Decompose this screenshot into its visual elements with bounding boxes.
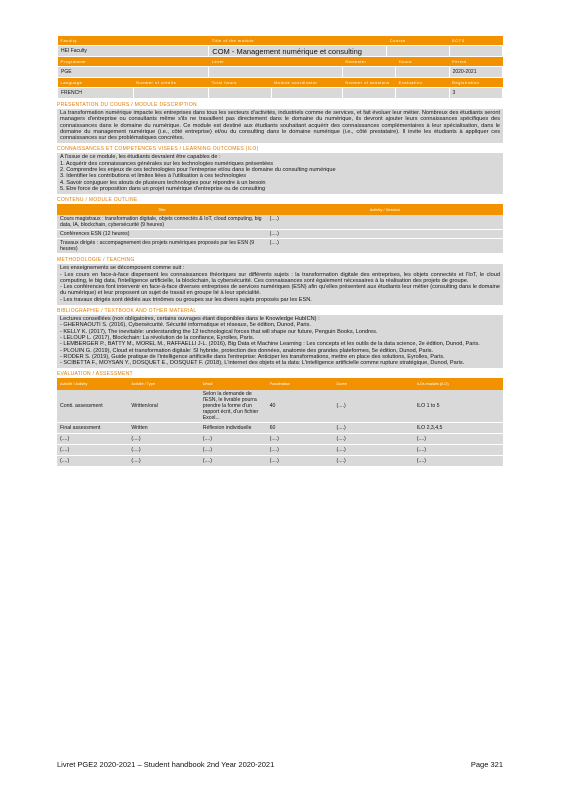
eval-cell: (....) <box>267 445 334 456</box>
methodology-line: - Les conférences font intervenir en face-à-face diverses entreprises de services numériques (ESN) afin qu'elles présentent aux étudiants leur métier (consulting dans le domaine du numérique) et leur proposent un sujet de travail en groupe lié à leur spécialité. <box>60 284 500 297</box>
eval-cell: (....) <box>200 445 267 456</box>
header-value: 3 <box>449 88 502 99</box>
eval-cell: (....) <box>334 390 414 423</box>
outline-cell: Cours magistraux : transformation digitale, objets connectés & IoT, cloud computing, big data, IA, blockchain, cybersécurité (9 heures) <box>57 215 267 230</box>
header-label: Title of the module <box>209 36 387 46</box>
outcome-item: 3. Identifier les contributions et limites liées à l'utilisation à ces technologies <box>60 173 247 180</box>
header-value <box>342 88 395 99</box>
bibliography-line: - LELOUP L. (2017), Blockchain: La révolution de la confiance, Eyrolles, Paris. <box>60 334 255 341</box>
header-value <box>387 46 449 57</box>
eval-cell: Written <box>128 423 199 434</box>
eval-cell: (....) <box>128 445 199 456</box>
header-label: Total hours <box>209 78 271 88</box>
eval-cell: (....) <box>57 434 128 445</box>
header-label: ECTS <box>449 36 502 46</box>
header-label: Hours <box>396 57 449 67</box>
header-label: Module coordinator <box>271 78 342 88</box>
eval-cell: (....) <box>334 434 414 445</box>
outline-cell: (....) <box>267 230 503 239</box>
outcome-item: 1. Acquérir des connaissances générales sur les technologies numériques présentées <box>60 160 273 167</box>
bibliography-line: Lectures conseillées (non obligatoires, certains ouvrages étant disponibles dans le Knowledge HubICN) : <box>60 316 320 323</box>
header-table-2 <box>57 57 503 78</box>
outline-head: Title <box>57 204 267 215</box>
footer-page-number: Page 321 <box>470 760 503 769</box>
header-table-3 <box>57 78 503 99</box>
eval-cell: ILO 2,3,4,5 <box>414 423 503 434</box>
eval-cell: (....) <box>414 434 503 445</box>
eval-cell: (....) <box>128 434 199 445</box>
header-label: Level <box>209 57 343 67</box>
outline-cell: (....) <box>267 239 503 254</box>
header-value <box>209 67 343 78</box>
bibliography-title: BIBLIOGRAPHIE / TEXTBOOK AND OTHER MATERIAL <box>57 308 197 315</box>
eval-cell: Réflexion individuelle <box>200 423 267 434</box>
eval-cell: (....) <box>334 456 414 467</box>
header-label: Language <box>58 78 134 88</box>
methodology-box <box>57 264 503 305</box>
page-footer <box>57 760 503 769</box>
methodology-title: METHODOLOGIE / TEACHING <box>57 257 135 264</box>
header-label: Registration <box>449 78 502 88</box>
header-label: Programme <box>58 57 209 67</box>
eval-cell: (....) <box>57 456 128 467</box>
evaluation-title: EVALUATION / ASSESSMENT <box>57 371 133 378</box>
presentation-paragraph: La transformation numérique impacte les entreprises dans tous les secteurs d'activités, industriels comme de services, et fait évoluer leur métier. Nombreux des étudiants seront managers d'entreprise ou consultants même s'ils ne travaillent pas directement dans le domaine du numérique, ils devront ajouter leurs connaissances spécifiques des connaissances dans le domaine du numérique. Ce module est destiné aux étudiants souhaitant acquérir des connaissances complémentaires à leur spécialisation, dans le domaine du management numérique (i.e., côté entreprise) et/ou du consulting dans le domaine numérique (i.e., côté prestataire). Il invite les étudiants à appliquer ces connaissances sur des problématiques concrètes. <box>60 110 500 142</box>
eval-cell: (....) <box>57 445 128 456</box>
header-value: 2020-2021 <box>449 67 502 78</box>
presentation-title: PRESENTATION DU COURS / MODULE DESCRIPTION <box>57 102 197 108</box>
outcome-item: 2. Comprendre les enjeux de ces technologies pour l'entreprise et/ou dans le domaine du consulting numérique <box>60 167 336 174</box>
outline-cell: (....) <box>267 215 503 230</box>
evaluation-table <box>57 378 503 467</box>
bibliography-line: - PLOUIN G. (2019), Cloud et transformation digitale: SI hybride, protection des données, anatomie des grandes plateformes, 5e édition, Dunod, Paris. <box>60 347 434 354</box>
header-value <box>342 67 395 78</box>
eval-cell: Written/oral <box>128 390 199 423</box>
eval-head: ILOs évalués (ILO) <box>414 378 503 390</box>
bibliography-line: - SCIBETTA F., MOYSAN Y., DOSQUET E., DOSQUET F. (2018), L'internet des objets et la data: L'intelligence artificielle comme rupture stratégique, Dunod, Paris. <box>60 360 465 367</box>
header-value: FRENCH <box>58 88 134 99</box>
eval-cell: (....) <box>267 456 334 467</box>
outline-head: Activity / Session <box>267 204 503 215</box>
eval-cell: Final assessment <box>57 423 128 434</box>
methodology-line: - Les cours en face-à-face dispensent les connaissances théoriques sur différents sujets : la transformation digitale des entreprises, les objets connectés et l'IoT, le cloud computing, le big data, l'intelligence artificielle, la blockchain, la cybersécurité. Ces connaissances sont également nécessaires à la réalisation des projets de groupe. <box>60 271 500 284</box>
bibliography-line: - KELLY K. (2017), The inevitable: understanding the 12 technological forces that will shape our future, Penguin Books, Londres. <box>60 328 378 335</box>
header-value <box>396 67 449 78</box>
header-label: Period <box>449 57 502 67</box>
eval-cell: (....) <box>334 445 414 456</box>
eval-cell: 60 <box>267 423 334 434</box>
presentation-text <box>57 109 503 143</box>
eval-cell: (....) <box>414 456 503 467</box>
header-value <box>271 88 342 99</box>
header-value <box>209 88 271 99</box>
bibliography-line: - GHERNAOUTI S. (2016), Cybersécurité. Sécurité informatique et réseaux, 5e édition, Dunod, Paris. <box>60 322 311 329</box>
header-label: Semester <box>342 57 395 67</box>
module-title: COM - Management numérique et consulting <box>209 46 387 57</box>
outline-cell: Conférences ESN (12 heures) <box>57 230 267 239</box>
header-label: Course <box>387 36 449 46</box>
outcomes-intro: A l'issue de ce module, les étudiants devraient être capables de : <box>60 154 221 161</box>
header-label: Number of credits <box>133 78 209 88</box>
outline-cell: Travaux dirigés : accompagnement des projets numériques proposés par les ESN (9 heures) <box>57 239 267 254</box>
bibliography-line: - LEMBERGER P., BATTY M., MOREL M., RAFFAELLI J-L. (2016), Big Data et Machine Learning : Les concepts et les outils de la data science, 2e édition, Dunod, Paris. <box>60 341 480 348</box>
outcomes-box <box>57 153 503 194</box>
header-value: PGE <box>58 67 209 78</box>
eval-cell: (....) <box>334 423 414 434</box>
footer-handbook-title: Livret PGE2 2020-2021 – Student handbook 2nd Year 2020-2021 <box>57 760 275 769</box>
header-value <box>133 88 209 99</box>
bibliography-line: - RODER S. (2019), Guide pratique de l'intelligence artificielle dans l'entreprise: Anticiper les transformations, mettre en place des solutions, Eyrolles, Paris. <box>60 353 445 360</box>
outline-table <box>57 204 503 254</box>
eval-cell: (....) <box>414 445 503 456</box>
eval-cell: ILO 1 to 5 <box>414 390 503 423</box>
methodology-line: Les enseignements se décomposent comme suit : <box>60 265 185 272</box>
methodology-line: - Les travaux dirigés sont dédiés aux trinômes ou groupes sur les divers sujets proposés par les ESN. <box>60 296 312 303</box>
eval-cell: (....) <box>200 434 267 445</box>
eval-head: Durée <box>334 378 414 390</box>
eval-cell: (....) <box>200 456 267 467</box>
outcome-item: 4. Savoir conjuguer les atouts de plusieurs technologies pour répondre à un besoin <box>60 179 266 186</box>
eval-cell: (....) <box>128 456 199 467</box>
header-value: HEI Faculty <box>58 46 209 57</box>
eval-head: Activité / Activity <box>57 378 128 390</box>
eval-cell: 40 <box>267 390 334 423</box>
bibliography-box <box>57 315 503 368</box>
header-label: Number of sessions <box>342 78 395 88</box>
header-value <box>396 88 449 99</box>
eval-cell: Conti. assessment <box>57 390 128 423</box>
outcomes-title: CONNAISSANCES ET COMPETENCES VISEES / LEARNING OUTCOMES (ILO) <box>57 146 259 153</box>
eval-cell: (....) <box>267 434 334 445</box>
header-label: Faculty <box>58 36 209 46</box>
course-sheet <box>57 36 503 467</box>
header-table-1 <box>57 36 503 57</box>
header-value <box>449 46 502 57</box>
eval-head: Détail <box>200 378 267 390</box>
eval-cell: Selon la demande de l'ESN, le livrable pourra prendre la forme d'un rapport écrit, d'un fichier Excel... <box>200 390 267 423</box>
header-label: Evaluation <box>396 78 449 88</box>
outline-title: CONTENU / MODULE OUTLINE <box>57 197 138 204</box>
eval-head: Pondération <box>267 378 334 390</box>
eval-head: Activité / Type <box>128 378 199 390</box>
outcome-item: 5. Etre force de proposition dans un projet numérique d'entreprise ou de consulting <box>60 185 266 192</box>
